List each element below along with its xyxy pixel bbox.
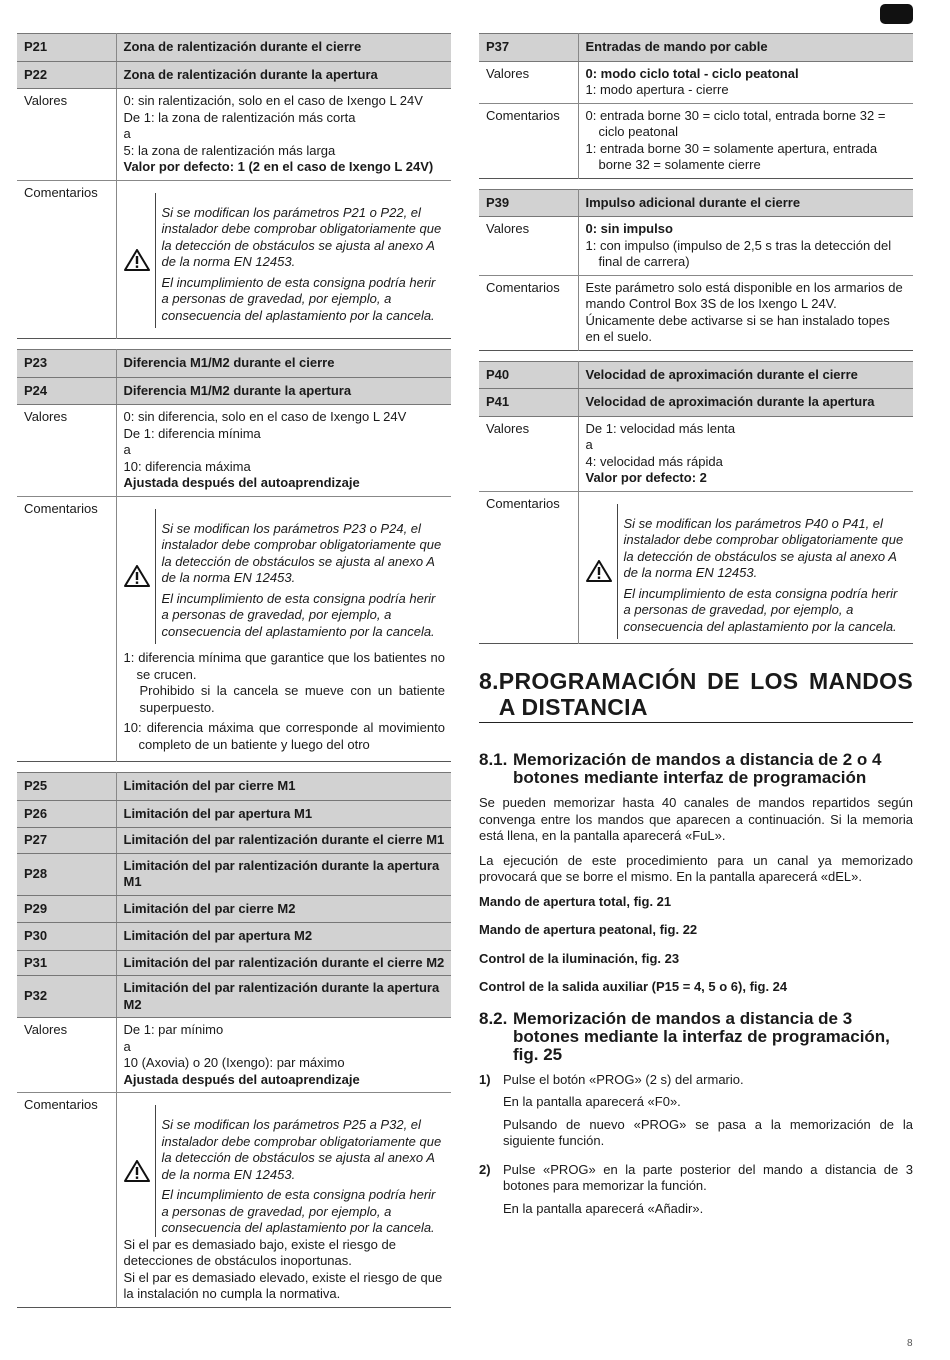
subsection-number: 8.2. xyxy=(479,1008,508,1028)
param-code: P25 xyxy=(17,773,116,801)
values-cell xyxy=(116,405,451,497)
section-title xyxy=(479,668,913,723)
step-text: Pulse el botón «PROG» (2 s) del armario. xyxy=(503,1071,744,1087)
param-code: P27 xyxy=(17,828,116,854)
value-line: De 1: velocidad más lenta xyxy=(585,420,736,436)
comment-note: 1: entrada borne 30 = solamente apertura, entrada borne 32 = solamente cierre xyxy=(585,140,878,172)
value-line: 10: diferencia máxima xyxy=(123,458,251,474)
step-item xyxy=(479,1072,913,1156)
param-header-row xyxy=(17,773,451,801)
param-header-row xyxy=(17,61,451,89)
comments-row xyxy=(17,496,451,762)
comments-cell xyxy=(578,491,913,644)
value-line: a xyxy=(123,1038,131,1054)
param-title: Limitación del par cierre M1 xyxy=(116,773,451,801)
step-text: En la pantalla aparecerá «Añadir». xyxy=(503,1200,704,1216)
param-table-p21-p22 xyxy=(17,33,451,339)
step-text: En la pantalla aparecerá «F0». xyxy=(503,1094,681,1109)
param-code: P23 xyxy=(17,350,116,378)
step-body xyxy=(503,1072,913,1156)
value-line: a xyxy=(585,437,593,452)
value-line: De 1: la zona de ralentización más corta xyxy=(123,109,356,125)
values-cell xyxy=(116,89,451,181)
comments-cell xyxy=(116,180,451,339)
param-header-row xyxy=(17,853,451,895)
param-title: Diferencia M1/M2 durante la apertura xyxy=(116,377,451,405)
comments-cell: Este parámetro solo está disponible en los armarios de mando Control Box 3S de los Ixengo L 24V. Únicamente debe activarse si se han instalado topes en el suelo. xyxy=(578,275,913,350)
figure-reference: Control de la iluminación, fig. 23 xyxy=(479,950,680,966)
values-cell xyxy=(116,1018,451,1093)
param-code: P24 xyxy=(17,377,116,405)
param-title: Velocidad de aproximación durante el cierre xyxy=(578,361,913,389)
param-code: P40 xyxy=(479,361,578,389)
default-value: 0: modo ciclo total - ciclo peatonal xyxy=(585,65,799,81)
warning-paragraph: Si se modifican los parámetros P25 a P32, el instalador debe comprobar obligatoriamente que la detección de obstáculos se ajusta al anexo A de la norma EN 12453. xyxy=(161,1117,442,1182)
values-row xyxy=(479,416,913,491)
step-number: 1) xyxy=(479,1071,491,1087)
param-table-p40-p41 xyxy=(479,361,913,645)
param-code: P29 xyxy=(17,895,116,923)
values-row xyxy=(17,405,451,497)
param-title: Limitación del par apertura M1 xyxy=(116,800,451,828)
default-value: Ajustada después del autoaprendizaje xyxy=(123,475,360,490)
warning-paragraph: El incumplimiento de esta consigna podría herir a personas de gravedad, por ejemplo, a consecuencia del aplastamiento por la cancela. xyxy=(623,585,898,634)
paragraph: Se pueden memorizar hasta 40 canales de mandos repartidos según convenga entre los mandos que aparecen a continuación. Si la memoria está llena, en la pantalla aparecerá «FuL». xyxy=(479,795,913,843)
comment-note: 10: diferencia máxima que corresponde al movimiento completo de un batiente y luego del otro xyxy=(123,720,445,752)
comments-label: Comentarios xyxy=(479,103,578,178)
param-header-row xyxy=(17,800,451,828)
param-title: Limitación del par ralentización durante la apertura M1 xyxy=(116,853,451,895)
param-title: Zona de ralentización durante el cierre xyxy=(116,34,451,62)
warning-triangle-icon xyxy=(124,193,156,329)
param-title: Limitación del par ralentización durante el cierre M1 xyxy=(116,828,451,854)
comments-label: Comentarios xyxy=(479,275,578,350)
param-code: P21 xyxy=(17,34,116,62)
param-table-p23-p24 xyxy=(17,349,451,762)
values-label: Valores xyxy=(479,416,578,491)
param-header-row xyxy=(17,828,451,854)
comments-cell xyxy=(116,496,451,762)
comments-label: Comentarios xyxy=(17,180,116,339)
value-line: 1: modo apertura - cierre xyxy=(585,82,729,97)
param-code: P32 xyxy=(17,976,116,1018)
param-header-row xyxy=(17,895,451,923)
value-line: 1: con impulso (impulso de 2,5 s tras la detección del final de carrera) xyxy=(585,237,892,269)
value-line: a xyxy=(123,126,131,141)
warning-block xyxy=(124,509,446,645)
value-line: 0: sin diferencia, solo en el caso de Ixengo L 24V xyxy=(123,409,407,424)
warning-text xyxy=(162,193,446,329)
comments-label: Comentarios xyxy=(17,1093,116,1308)
default-value: Ajustada después del autoaprendizaje xyxy=(123,1071,360,1087)
subsection-title-text: Memorización de mandos a distancia de 3 botones mediante la interfaz de programación, fig. 25 xyxy=(513,1008,890,1064)
warning-triangle-icon xyxy=(124,1105,156,1237)
param-code: P28 xyxy=(17,853,116,895)
paragraph: La ejecución de este procedimiento para un canal ya memorizado provocará que se borre el mismo. En la pantalla aparecerá «dEL». xyxy=(479,852,913,884)
param-code: P37 xyxy=(479,34,578,62)
values-row xyxy=(17,89,451,181)
comment-note: 1: diferencia mínima que garantice que los batientes no se crucen. xyxy=(123,650,445,682)
param-title: Limitación del par ralentización durante el cierre M2 xyxy=(116,950,451,976)
step-body xyxy=(503,1162,913,1224)
param-title: Limitación del par cierre M2 xyxy=(116,895,451,923)
right-column xyxy=(479,33,913,1229)
param-header-row xyxy=(17,377,451,405)
param-table-p25-p32 xyxy=(17,772,451,1308)
section-number: 8. xyxy=(479,668,499,694)
value-line: a xyxy=(123,442,131,457)
values-label: Valores xyxy=(479,61,578,103)
default-value: Valor por defecto: 2 xyxy=(585,470,707,485)
comments-row xyxy=(479,491,913,644)
param-title: Limitación del par apertura M2 xyxy=(116,923,451,951)
figure-reference: Control de la salida auxiliar (P15 = 4, 5 o 6), fig. 24 xyxy=(479,979,788,994)
value-line: 0: sin ralentización, solo en el caso de Ixengo L 24V xyxy=(123,93,423,108)
param-title: Impulso adicional durante el cierre xyxy=(578,189,913,217)
warning-triangle-icon xyxy=(586,504,618,640)
param-code: P39 xyxy=(479,189,578,217)
warning-paragraph: El incumplimiento de esta consigna podría herir a personas de gravedad, por ejemplo, a consecuencia del aplastamiento por la cancela. xyxy=(161,590,436,639)
param-header-row xyxy=(479,189,913,217)
comments-row xyxy=(479,103,913,178)
value-line: 4: velocidad más rápida xyxy=(585,453,723,469)
values-cell xyxy=(578,61,913,103)
param-title: Zona de ralentización durante la apertura xyxy=(116,61,451,89)
values-cell xyxy=(578,217,913,276)
subsection-title xyxy=(479,1010,913,1064)
value-line: 5: la zona de ralentización más larga xyxy=(123,142,336,158)
warning-paragraph: Si se modifican los parámetros P21 o P22, el instalador debe comprobar obligatoriamente que la detección de obstáculos se ajusta al anexo A de la norma EN 12453. xyxy=(161,204,442,269)
param-header-row xyxy=(479,361,913,389)
param-header-row xyxy=(479,34,913,62)
values-label: Valores xyxy=(17,89,116,181)
step-text: Pulse «PROG» en la parte posterior del mando a distancia de 3 botones para memorizar la función. xyxy=(503,1161,913,1193)
section-title-text: PROGRAMACIÓN DE LOS MANDOS A DISTANCIA xyxy=(498,668,913,720)
param-code: P30 xyxy=(17,923,116,951)
param-code: P26 xyxy=(17,800,116,828)
param-header-row xyxy=(17,350,451,378)
warning-paragraph: Si se modifican los parámetros P40 o P41, el instalador debe comprobar obligatoriamente que la detección de obstáculos se ajusta al anexo A de la norma EN 12453. xyxy=(623,515,904,580)
comments-row xyxy=(17,180,451,339)
comments-label: Comentarios xyxy=(479,491,578,644)
comments-cell xyxy=(116,1093,451,1308)
value-line: De 1: diferencia mínima xyxy=(123,425,261,441)
figure-reference: Mando de apertura peatonal, fig. 22 xyxy=(479,922,698,937)
values-label: Valores xyxy=(17,405,116,497)
param-code: P41 xyxy=(479,389,578,417)
param-header-row xyxy=(17,950,451,976)
param-header-row xyxy=(17,34,451,62)
comments-row xyxy=(17,1093,451,1308)
values-row xyxy=(479,61,913,103)
step-number: 2) xyxy=(479,1161,491,1177)
warning-text xyxy=(162,509,446,645)
comment-note: 0: entrada borne 30 = ciclo total, entrada borne 32 = ciclo peatonal xyxy=(585,107,886,139)
page-number: 8 xyxy=(907,1338,913,1349)
default-value: Valor por defecto: 1 (2 en el caso de Ixengo L 24V) xyxy=(123,159,434,174)
param-title: Entradas de mando por cable xyxy=(578,34,913,62)
param-title: Velocidad de aproximación durante la apertura xyxy=(578,389,913,417)
warning-text xyxy=(162,1105,446,1237)
values-row xyxy=(17,1018,451,1093)
comments-label: Comentarios xyxy=(17,496,116,762)
warning-paragraph: El incumplimiento de esta consigna podría herir a personas de gravedad, por ejemplo, a consecuencia del aplastamiento por la cancela. xyxy=(161,274,436,323)
comments-row xyxy=(479,275,913,350)
param-header-row xyxy=(479,389,913,417)
subsection-title-text: Memorización de mandos a distancia de 2 o 4 botones mediante interfaz de programación xyxy=(513,750,882,787)
param-table-p39 xyxy=(479,189,913,351)
warning-triangle-icon xyxy=(124,509,156,645)
warning-paragraph: El incumplimiento de esta consigna podría herir a personas de gravedad, por ejemplo, a consecuencia del aplastamiento por la cancela. xyxy=(161,1187,436,1235)
comment-note: Si el par es demasiado elevado, existe el riesgo de que la instalación no cumpla la normativa. xyxy=(123,1269,443,1301)
param-code: P22 xyxy=(17,61,116,89)
warning-block xyxy=(586,504,908,640)
param-header-row xyxy=(17,923,451,951)
value-line: De 1: par mínimo xyxy=(123,1022,224,1037)
warning-paragraph: Si se modifican los parámetros P23 o P24, el instalador debe comprobar obligatoriamente que la detección de obstáculos se ajusta al anexo A de la norma EN 12453. xyxy=(161,520,442,585)
param-title: Limitación del par ralentización durante la apertura M2 xyxy=(116,976,451,1018)
param-title: Diferencia M1/M2 durante el cierre xyxy=(116,350,451,378)
values-label: Valores xyxy=(479,217,578,276)
comment-note: Prohibido si la cancela se mueve con un batiente superpuesto. xyxy=(139,683,445,715)
values-row xyxy=(479,217,913,276)
comments-cell xyxy=(578,103,913,178)
page-corner-tab xyxy=(880,4,913,24)
warning-text xyxy=(624,504,908,640)
value-line: 10 (Axovia) o 20 (Ixengo): par máximo xyxy=(123,1055,345,1070)
step-item xyxy=(479,1162,913,1224)
param-table-p37 xyxy=(479,33,913,179)
warning-block xyxy=(124,1105,446,1237)
values-label: Valores xyxy=(17,1018,116,1093)
default-value: 0: sin impulso xyxy=(585,221,673,236)
left-column xyxy=(17,33,451,1318)
subsection-number: 8.1. xyxy=(479,750,508,769)
subsection-title xyxy=(479,751,913,787)
values-cell xyxy=(578,416,913,491)
warning-block xyxy=(124,193,446,329)
figure-reference: Mando de apertura total, fig. 21 xyxy=(479,893,672,909)
comment-note: Si el par es demasiado bajo, existe el riesgo de detecciones de obstáculos inoportunas. xyxy=(123,1236,396,1268)
param-header-row xyxy=(17,976,451,1018)
param-code: P31 xyxy=(17,950,116,976)
step-text: Pulsando de nuevo «PROG» se pasa a la memorización de la siguiente función. xyxy=(503,1116,913,1148)
